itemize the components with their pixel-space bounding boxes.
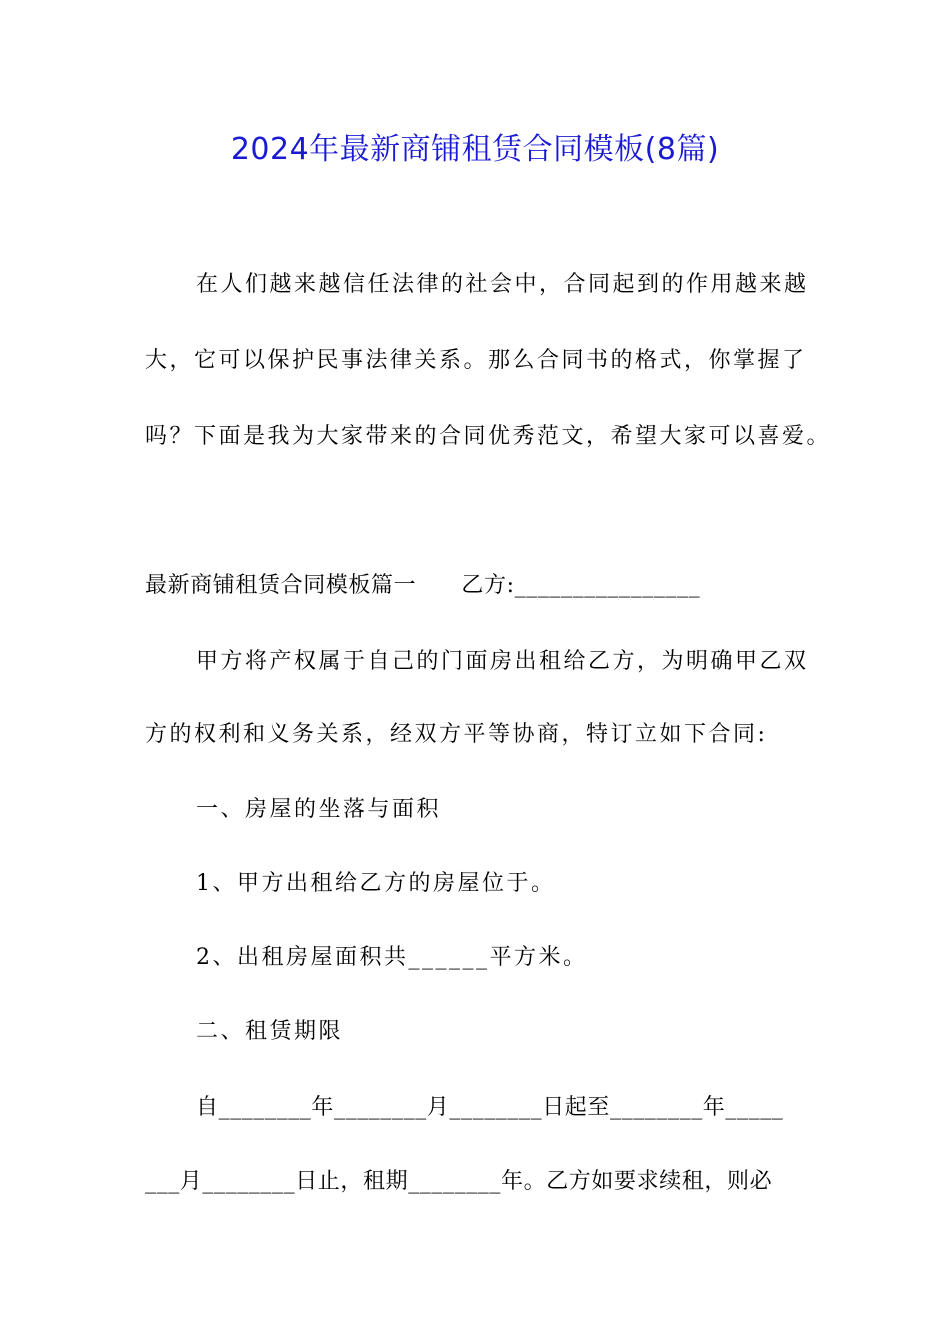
term-line-1: 自________年________月________日起至________年_____ [196,1095,784,1120]
intro-line-3: 吗？下面是我为大家带来的合同优秀范文，希望大家可以喜爱。 [145,424,832,449]
clause-item-1: 1、甲方出租给乙方的房屋位于。 [196,871,556,896]
intro-line-2: 大，它可以保护民事法律关系。那么合同书的格式，你掌握了 [145,348,807,373]
body-line-1: 甲方将产权属于自己的门面房出租给乙方，为明确甲乙双 [196,649,809,674]
clause-heading-1: 一、房屋的坐落与面积 [196,797,442,822]
body-line-2: 方的权利和义务关系，经双方平等协商，特订立如下合同: [145,722,768,747]
document-title: 2024年最新商铺租赁合同模板(8篇) [230,132,720,167]
clause-heading-2: 二、租赁期限 [196,1019,344,1044]
intro-line-1: 在人们越来越信任法律的社会中，合同起到的作用越来越 [196,272,809,297]
clause-item-2: 2、出租房屋面积共______平方米。 [196,945,588,970]
term-line-2: ___月________日止，租期________年。乙方如要求续租，则必 [145,1169,773,1194]
section-heading: 最新商铺租赁合同模板篇一 乙方:________________ [145,573,701,598]
